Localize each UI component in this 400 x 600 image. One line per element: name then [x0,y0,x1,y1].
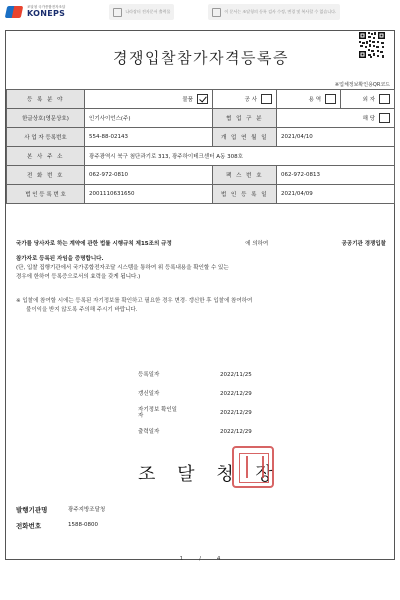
issuing-authority: 조 달 청 장 [138,464,281,485]
option-service-checkbox [325,94,336,104]
notice-print [109,4,174,20]
certificate-frame [5,30,395,560]
corp-date-label: 법 인 등 록 일 [213,185,277,204]
page-header [0,0,400,24]
open-date-label: 개 업 연 월 일 [213,128,277,147]
option-foreign-label: 외 자 [362,97,376,103]
date-row-registered [138,365,288,384]
document-icon [113,8,122,17]
date-label: 등록일자 [138,371,160,378]
agency-label: 발행기관명 [16,505,48,514]
row-phone [7,166,395,185]
logo-subtitle: 조달청 국가종합전자조달 [27,5,66,10]
fax-value: 062-972-0813 [277,166,395,185]
caution-line-2: 불이익을 받지 않도록 주의해 주시기 바랍니다. [26,307,138,313]
company-name-label: 한글상호(영문상호) [7,109,85,128]
declaration-type: 공공기관 경쟁입찰 [341,241,386,247]
date-label: 자기정보 확인일자 [138,406,177,419]
corp-date-value: 2021/04/09 [277,185,395,204]
option-construction [245,94,272,104]
date-value: 2022/12/29 [220,428,252,435]
row-business-type [7,90,395,109]
option-foreign-checkbox [379,94,390,104]
date-row-renewed [138,384,288,403]
date-row-self-check [138,403,288,422]
agency-value: 광주지방조달청 [68,507,106,513]
notice-nomodify-text: 이 문서는 조달청의 등록 검사 수정, 변경 및 복사할 수 없습니다. [224,9,337,14]
corp-no-value: 2001110631650 [85,185,213,204]
page-total: 4 [216,556,221,562]
row-address [7,147,395,166]
date-value: 2022/12/29 [220,409,252,416]
caution-note [16,297,376,315]
signature-area [6,426,394,486]
declaration-condition-1: (단, 입찰 집행기관에서 국가종합전자조달 시스템을 통하여 위 등록내용을 확인할 수 있는 [16,265,229,271]
lock-icon [212,8,221,17]
company-name-value: 인기사이언스(주) [85,109,213,128]
phone-label: 전 화 번 호 [7,166,85,185]
declaration-condition-2: 경우에 한하여 등록증으로서의 효력을 갖게 됩니다.) [16,274,141,280]
koneps-logo-icon [6,4,24,20]
sme-option [363,113,390,123]
declaration [16,240,386,282]
page-separator: / [199,556,201,562]
issuer-info [16,501,105,533]
business-type-label: 등 록 분 야 [7,90,85,109]
date-label: 갱신일자 [138,390,160,397]
date-label: 출력일자 [138,428,160,435]
sme-checkbox [379,113,390,123]
row-company-name [7,109,395,128]
option-service [309,94,336,104]
date-value: 2022/12/29 [220,390,252,397]
registration-table [6,89,395,204]
sme-option-label: 해 당 [362,116,376,122]
official-seal-icon [232,446,274,488]
option-service-label: 용 역 [308,97,322,103]
option-construction-checkbox [261,94,272,104]
sme-label: 협 업 구 분 [213,109,277,128]
qr-code-icon [358,31,386,59]
row-biz-no [7,128,395,147]
address-label: 본 사 주 소 [7,147,85,166]
caution-line-1: ※ 입찰에 참여할 시에는 등록된 자기정보를 확인하고 필요한 경우 변경· 갱신한 후 입찰에 참여하여 [16,298,253,304]
option-goods-checkbox [197,94,208,104]
declaration-by: 에 의하여 [245,241,269,247]
row-corp [7,185,395,204]
qr-caption: ※업체정보확인용QR코드 [334,82,390,88]
open-date-value: 2021/04/10 [277,128,395,147]
declaration-certify: 참가자로 등록된 자임을 증명합니다. [16,256,104,262]
address-value: 광주광역시 북구 첨단과기로 313, 광주하이테크센터 A동 308호 [85,147,395,166]
corp-no-label: 법 인 등 록 번 호 [7,185,85,204]
option-foreign [363,94,390,104]
issuer-phone-value: 1588-0800 [68,522,98,528]
page-title: 경쟁입찰참가자격등록증 [113,49,289,67]
fax-label: 팩 스 번 호 [213,166,277,185]
issuer-phone-label: 전화번호 [16,521,42,530]
notice-nomodify [208,4,340,20]
biz-no-value: 554-88-02143 [85,128,213,147]
option-construction-label: 공 사 [244,97,258,103]
biz-no-label: 사 업 자 등록번호 [7,128,85,147]
option-goods-label: 물품 [182,97,194,103]
notice-print-text: 나라장터 전자문서 출력물 [125,9,171,14]
page-current: 1 [179,556,184,562]
date-value: 2022/11/25 [220,371,252,378]
page-indicator [0,556,400,562]
option-goods [182,94,208,104]
declaration-law: 국가를 당사자로 하는 계약에 관한 법률 시행규칙 제15조의 규정 [16,241,172,247]
logo-name: KONEPS [27,8,66,18]
koneps-logo [6,4,65,20]
phone-value: 062-972-0810 [85,166,213,185]
